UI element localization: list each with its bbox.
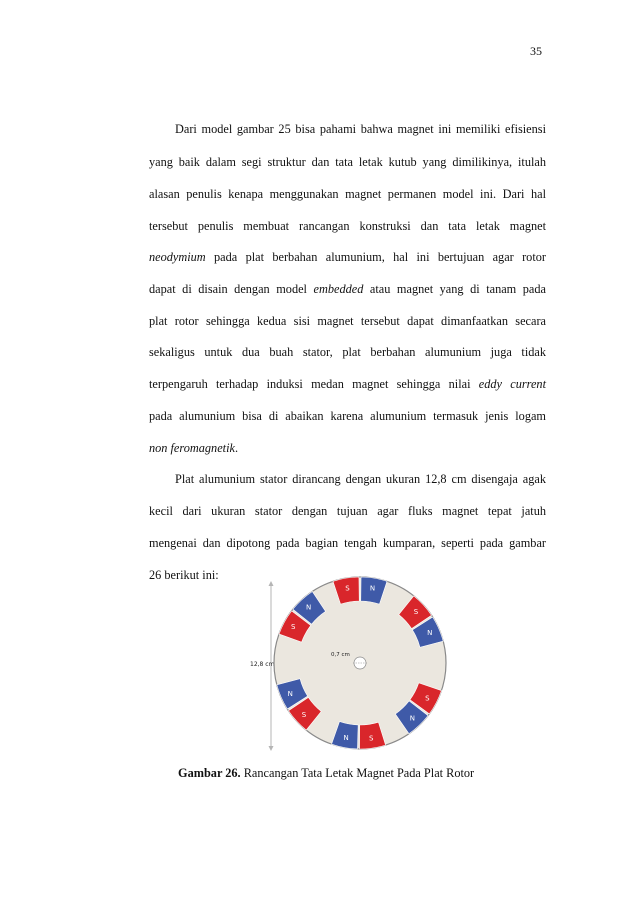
pole-label-5: S (425, 694, 430, 703)
paragraph-1-line-2: yang baik dalam segi struktur dan tata letak kutub yang dimilikinya, itulah (149, 155, 546, 169)
line-11-period: . (234, 441, 239, 455)
paragraph-1-line-6 (149, 282, 546, 297)
pole-label-3: S (413, 608, 419, 617)
paragraph-2-line-4: 26 berikut ini: (149, 568, 219, 582)
paragraph-1-line-10: pada alumunium bisa di abaikan karena alumunium termasuk jenis logam (149, 409, 546, 423)
line-6-text-a: dapat di disain dengan model (149, 282, 314, 296)
paragraph-1-line-1: Dari model gambar 25 bisa pahami bahwa magnet ini memiliki efisiensi (175, 122, 546, 136)
pole-label-12: N (306, 603, 312, 612)
rotor-plate-figure (240, 572, 450, 754)
figure-caption (178, 766, 474, 781)
paragraph-1-line-4: tersebut penulis membuat rancangan konstruksi dan tata letak magnet (149, 219, 546, 233)
pole-label-1: S (345, 584, 350, 593)
diameter-label: 12,8 cm (250, 661, 275, 668)
paragraph-1-line-8: sekaligus untuk dua buah stator, plat berbahan alumunium juga tidak (149, 345, 546, 359)
pole-label-8: N (343, 734, 349, 743)
line-5-text: pada plat berbahan alumunium, hal ini bertujuan agar rotor (205, 250, 546, 264)
pole-label-2: N (369, 584, 376, 593)
hole-size-label: 0,7 cm (331, 652, 350, 658)
term-eddy-current: eddy current (478, 377, 547, 391)
pole-label-10: N (287, 689, 293, 698)
pole-label-6: N (409, 714, 415, 723)
dimension-arrow-bottom (269, 746, 274, 751)
caption-text: Rancangan Tata Letak Magnet Pada Plat Rotor (240, 766, 475, 780)
paragraph-1-line-9 (149, 377, 546, 392)
paragraph-1-line-3: alasan penulis kenapa menggunakan magnet permanen model ini. Dari hal (149, 187, 546, 201)
pole-label-9: S (301, 710, 307, 719)
line-6-text-b: atau magnet yang di tanam pada (363, 282, 546, 296)
pole-label-7: S (369, 734, 374, 743)
paragraph-2-line-1: Plat alumunium stator dirancang dengan ukuran 12,8 cm disengaja agak (175, 472, 546, 486)
dimension-arrow-top (269, 581, 274, 586)
page-number: 35 (530, 44, 542, 58)
term-non-feromagnetik: non feromagnetik (149, 441, 235, 455)
paragraph-1-line-7: plat rotor sehingga kedua sisi magnet tersebut dapat dimanfaatkan secara (149, 314, 546, 328)
paragraph-1-line-11 (149, 441, 546, 456)
paragraph-1-line-5 (149, 250, 546, 265)
line-9-text: terpengaruh terhadap induksi medan magnet sehingga nilai (149, 377, 479, 391)
pole-label-4: N (427, 629, 433, 638)
paragraph-2-line-2: kecil dari ukuran stator dengan tujuan agar fluks magnet tepat jatuh (149, 504, 546, 518)
pole-label-11: S (290, 623, 296, 632)
rotor-plate-drawing (240, 572, 450, 754)
term-embedded: embedded (313, 282, 364, 296)
paragraph-2-line-3: mengenai dan dipotong pada bagian tengah kumparan, seperti pada gambar (149, 536, 546, 550)
term-neodymium: neodymium (149, 250, 206, 264)
caption-label: Gambar 26. (178, 766, 241, 780)
